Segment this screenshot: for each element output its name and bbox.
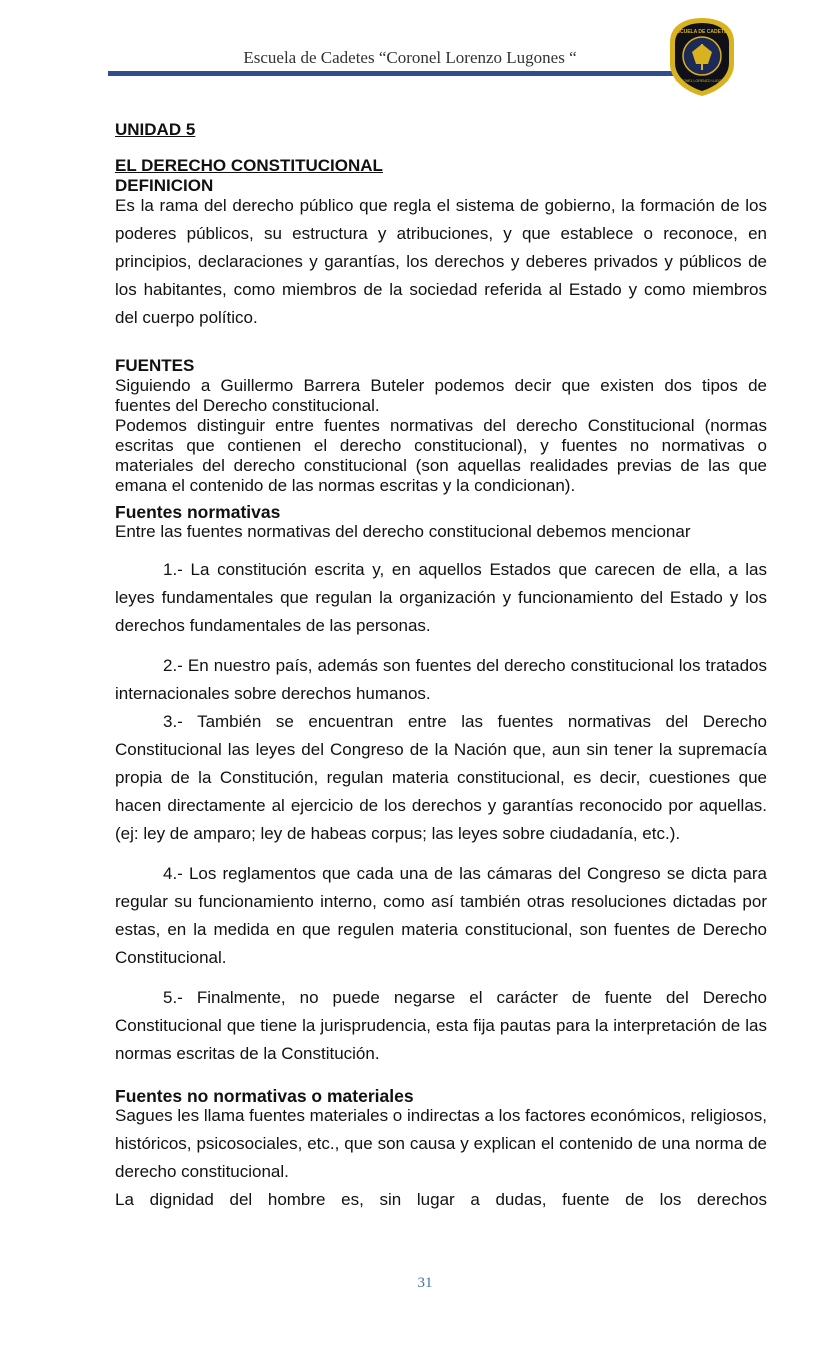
normativas-intro: Entre las fuentes normativas del derecho constitucional debemos mencionar [115,522,691,541]
normativas-item-3: 3.- También se encuentran entre las fuentes normativas del Derecho Constitucional las leyes del Congreso de la Nación que, aun sin tener la supremacía propia de la Constitución, regulan materia constitucional, es decir, cuestiones que hacen directamente al ejercicio de los derechos y garantías reconocido por aquellas. (ej: ley de amparo; ley de habeas corpus; las leyes sobre ciudadanía, etc.). [115,712,767,843]
fuentes-paragraph-2: Podemos distinguir entre fuentes normativas del derecho Constitucional (normas escritas que contienen el derecho constitucional), y fuentes no normativas o materiales del derecho constitucional (son aquellas realidades previas de las que emana el contenido de las normas escritas y la condicionan). [115,416,767,495]
normativas-item-4: 4.- Los reglamentos que cada una de las cámaras del Congreso se dicta para regular su funcionamiento interno, como así también otras resoluciones dictadas por estas, en la medida en que regulen materia constitucional, son fuentes de Derecho Constitucional. [115,864,767,967]
fuentes-paragraph-1: Siguiendo a Guillermo Barrera Buteler podemos decir que existen dos tipos de fuentes del Derecho constitucional. [115,376,767,415]
logo-text-bottom: CORONEL LORENZO LUGONES [675,79,729,83]
normativas-item-1: 1.- La constitución escrita y, en aquellos Estados que carecen de ella, a las leyes fundamentales que regulan la organización y funcionamiento del Estado y los derechos fundamentales de las personas. [115,560,767,635]
normativas-item-2: 2.- En nuestro país, además son fuentes del derecho constitucional los tratados internacionales sobre derechos humanos. [115,656,767,703]
header-rule [108,71,688,76]
header-title: Escuela de Cadetes “Coronel Lorenzo Lugones “ [243,48,577,67]
page-number: 31 [417,1275,433,1291]
no-normativas-paragraph-2: La dignidad del hombre es, sin lugar a dudas, fuente de los derechos [115,1190,767,1209]
section-title: EL DERECHO CONSTITUCIONAL [115,156,383,175]
no-normativas-heading: Fuentes no normativas o materiales [115,1086,414,1106]
school-logo [668,16,736,98]
fuentes-heading: FUENTES [115,356,195,375]
normativas-heading: Fuentes normativas [115,502,281,522]
page-content [115,120,767,1214]
logo-text-top: ESCUELA DE CADETES [673,29,731,35]
unit-heading: UNIDAD 5 [115,120,196,139]
normativas-item-5: 5.- Finalmente, no puede negarse el carácter de fuente del Derecho Constitucional que tiene la jurisprudencia, esta fija pautas para la interpretación de las normas escritas de la Constitución. [115,988,767,1063]
no-normativas-paragraph-1: Sagues les llama fuentes materiales o indirectas a los factores económicos, religiosos, históricos, psicosociales, etc., que son causa y explican el contenido de una norma de derecho constitucional. [115,1106,767,1181]
definicion-text: Es la rama del derecho público que regla el sistema de gobierno, la formación de los poderes públicos, su estructura y atribuciones, y que establece o reconoce, en principios, declaraciones y garantías, los derechos y deberes privados y públicos de los habitantes, como miembros de la sociedad referida al Estado y como miembros del cuerpo político. [115,196,767,327]
definicion-heading: DEFINICION [115,176,214,195]
